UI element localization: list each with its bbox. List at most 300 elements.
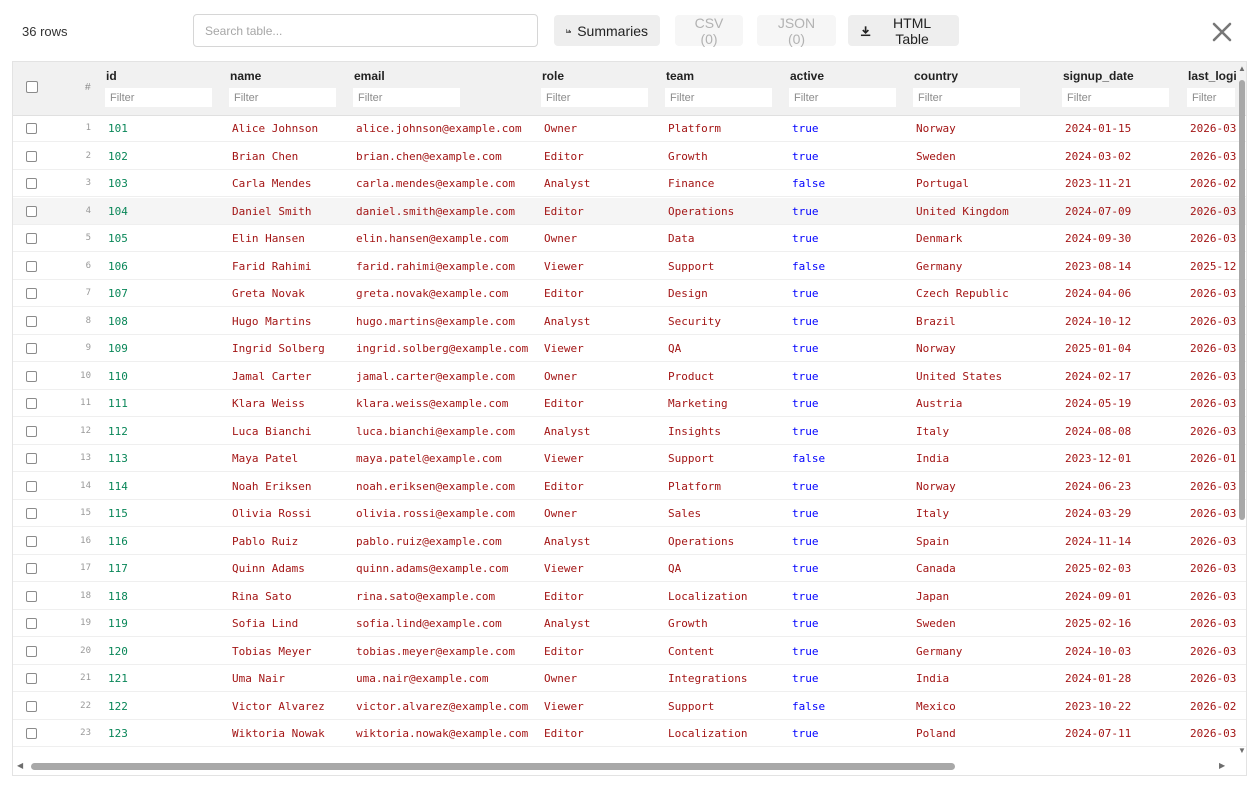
table-body	[13, 115, 1247, 759]
column-header-signup_date[interactable]: signup_date	[1063, 69, 1134, 83]
cell-team: Product	[668, 369, 715, 383]
row-number: 23	[80, 728, 91, 738]
filter-input-active[interactable]	[789, 88, 896, 107]
cell-signup: 2025-01-04	[1065, 342, 1132, 355]
cell-signup: 2024-01-15	[1065, 122, 1132, 135]
cell-name: Sofia Lind	[232, 617, 299, 630]
filter-input-team[interactable]	[665, 88, 772, 107]
cell-active: true	[792, 562, 819, 575]
cell-name: Maya Patel	[232, 452, 299, 465]
cell-name: Greta Novak	[232, 287, 305, 300]
cell-email: uma.nair@example.com	[356, 672, 489, 685]
cell-last: 2026-03	[1190, 287, 1237, 300]
cell-role: Analyst	[544, 314, 591, 328]
cell-active: true	[792, 149, 819, 163]
row-number: 11	[80, 398, 91, 408]
toolbar	[0, 0, 1259, 62]
cell-role: Viewer	[544, 342, 584, 355]
cell-country: Poland	[916, 727, 956, 740]
cell-role: Viewer	[544, 259, 584, 273]
cell-id: 112	[108, 424, 128, 438]
cell-active: true	[792, 287, 819, 300]
table-row[interactable]	[13, 583, 1247, 610]
cell-email: noah.eriksen@example.com	[356, 479, 515, 493]
column-header-email[interactable]: email	[354, 69, 385, 83]
cell-email: elin.hansen@example.com	[356, 232, 509, 245]
cell-last: 2026-03	[1190, 589, 1237, 603]
cell-name: Tobias Meyer	[232, 644, 312, 658]
column-header-name[interactable]: name	[230, 69, 262, 83]
cell-team: Operations	[668, 204, 735, 218]
cell-name: Ingrid Solberg	[232, 342, 325, 355]
cell-team: Platform	[668, 479, 721, 493]
csv-export-button[interactable]	[675, 15, 743, 46]
cell-email: greta.novak@example.com	[356, 287, 509, 300]
filter-input-id[interactable]	[105, 88, 212, 107]
filter-input-name[interactable]	[229, 88, 336, 107]
row-checkbox[interactable]	[26, 618, 37, 629]
table-row[interactable]	[13, 390, 1247, 417]
row-checkbox[interactable]	[26, 481, 37, 492]
cell-role: Analyst	[544, 617, 591, 630]
cell-last: 2026-03	[1190, 149, 1237, 163]
cell-active: true	[792, 122, 819, 135]
cell-active: true	[792, 314, 819, 328]
table-row[interactable]	[13, 638, 1247, 665]
cell-role: Analyst	[544, 177, 591, 190]
cell-team: Support	[668, 452, 715, 465]
row-checkbox[interactable]	[26, 151, 37, 162]
cell-team: Growth	[668, 617, 708, 630]
cell-id: 110	[108, 369, 128, 383]
cell-active: true	[792, 397, 819, 410]
cell-last: 2026-03	[1190, 727, 1237, 740]
row-number: 14	[80, 480, 91, 491]
row-number: 4	[85, 205, 91, 216]
row-checkbox[interactable]	[26, 316, 37, 327]
table-row[interactable]	[13, 280, 1247, 307]
row-checkbox[interactable]	[26, 371, 37, 382]
table-row[interactable]	[13, 335, 1247, 362]
cell-country: India	[916, 672, 950, 685]
cell-country: Norway	[916, 342, 956, 355]
cell-team: Data	[668, 232, 695, 245]
cell-country: Denmark	[916, 232, 963, 245]
cell-email: ingrid.solberg@example.com	[356, 342, 529, 355]
cell-email: tobias.meyer@example.com	[356, 644, 515, 658]
table-row[interactable]	[13, 115, 1247, 142]
cell-name: Olivia Rossi	[232, 507, 312, 520]
cell-id: 119	[108, 617, 128, 630]
cell-id: 109	[108, 342, 128, 355]
column-header-team[interactable]: team	[666, 69, 695, 83]
cell-active: true	[792, 534, 819, 548]
table-row[interactable]	[13, 363, 1247, 390]
cell-email: rina.sato@example.com	[356, 589, 496, 603]
cell-email: hugo.martins@example.com	[356, 314, 515, 328]
table-row[interactable]	[13, 665, 1247, 692]
cell-signup: 2024-01-28	[1065, 672, 1132, 685]
cell-email: carla.mendes@example.com	[356, 177, 515, 190]
cell-signup: 2024-08-08	[1065, 424, 1132, 438]
search-input[interactable]	[193, 14, 538, 47]
column-header-active[interactable]: active	[790, 69, 825, 83]
cell-active: true	[792, 617, 819, 630]
select-all-checkbox[interactable]	[26, 81, 38, 93]
cell-signup: 2024-02-17	[1065, 369, 1132, 383]
row-checkbox[interactable]	[26, 591, 37, 602]
csv-label: CSV (0)	[694, 14, 724, 47]
table-row[interactable]	[13, 693, 1247, 720]
table-row[interactable]	[13, 418, 1247, 445]
horizontal-scroll-thumb[interactable]	[31, 763, 955, 770]
filter-input-signup_date[interactable]	[1062, 88, 1169, 107]
cell-active: false	[792, 452, 826, 465]
row-number: 9	[85, 343, 91, 353]
cell-last: 2026-03	[1190, 204, 1237, 218]
cell-id: 102	[108, 149, 128, 163]
cell-team: Support	[668, 699, 715, 713]
cell-name: Daniel Smith	[232, 204, 312, 218]
scroll-left-arrow-icon[interactable]: ◀	[17, 761, 24, 770]
cell-team: QA	[668, 342, 682, 355]
cell-active: true	[792, 204, 819, 218]
cell-active: false	[792, 699, 826, 713]
json-export-button[interactable]	[757, 15, 836, 46]
row-number: 16	[80, 535, 91, 546]
cell-team: Security	[668, 314, 721, 328]
cell-email: olivia.rossi@example.com	[356, 507, 515, 520]
table-row[interactable]	[13, 198, 1247, 225]
row-number: 12	[80, 425, 91, 436]
cell-name: Luca Bianchi	[232, 424, 312, 438]
cell-signup: 2024-09-30	[1065, 232, 1132, 245]
row-checkbox[interactable]	[26, 398, 37, 409]
cell-name: Klara Weiss	[232, 397, 305, 410]
cell-country: United Kingdom	[916, 204, 1009, 218]
close-icon[interactable]	[1208, 18, 1236, 46]
download-icon	[860, 25, 871, 37]
cell-id: 116	[108, 534, 128, 548]
cell-name: Farid Rahimi	[232, 259, 312, 273]
cell-email: luca.bianchi@example.com	[356, 424, 515, 438]
cell-team: Operations	[668, 534, 735, 548]
cell-last: 2026-02	[1190, 699, 1237, 713]
cell-name: Hugo Martins	[232, 314, 312, 328]
cell-id: 123	[108, 727, 128, 740]
cell-id: 122	[108, 699, 128, 713]
cell-role: Analyst	[544, 534, 591, 548]
summaries-button[interactable]	[554, 15, 660, 46]
cell-role: Viewer	[544, 452, 584, 465]
cell-signup: 2023-12-01	[1065, 452, 1132, 465]
cell-team: Platform	[668, 122, 721, 135]
cell-id: 101	[108, 122, 128, 135]
row-number: 19	[80, 618, 91, 628]
filter-input-email[interactable]	[353, 88, 460, 107]
cell-signup: 2023-10-22	[1065, 699, 1132, 713]
cell-id: 105	[108, 232, 128, 245]
cell-signup: 2025-02-03	[1065, 562, 1132, 575]
cell-signup: 2024-06-23	[1065, 479, 1132, 493]
cell-id: 115	[108, 507, 128, 520]
cell-country: Austria	[916, 397, 963, 410]
cell-id: 103	[108, 177, 128, 190]
cell-last: 2026-03	[1190, 617, 1237, 630]
table-row[interactable]	[13, 473, 1247, 500]
cell-id: 117	[108, 562, 128, 575]
cell-role: Editor	[544, 589, 584, 603]
cell-name: Victor Alvarez	[232, 699, 325, 713]
row-checkbox[interactable]	[26, 206, 37, 217]
table-row[interactable]	[13, 253, 1247, 280]
cell-active: true	[792, 424, 819, 438]
cell-active: false	[792, 259, 826, 273]
cell-active: true	[792, 672, 819, 685]
cell-role: Owner	[544, 507, 578, 520]
row-number: 13	[80, 453, 91, 463]
cell-role: Editor	[544, 727, 584, 740]
row-checkbox[interactable]	[26, 701, 37, 712]
cell-role: Editor	[544, 479, 584, 493]
cell-signup: 2024-10-03	[1065, 644, 1132, 658]
row-checkbox[interactable]	[26, 563, 37, 574]
html-table-label: HTML Table	[893, 14, 932, 47]
row-number: 8	[85, 315, 91, 326]
cell-signup: 2024-04-06	[1065, 287, 1132, 300]
row-checkbox[interactable]	[26, 343, 37, 354]
cell-email: wiktoria.nowak@example.com	[356, 727, 529, 740]
table-row[interactable]	[13, 500, 1247, 527]
cell-email: alice.johnson@example.com	[356, 122, 522, 135]
cell-country: Norway	[916, 122, 956, 135]
row-number: 18	[80, 590, 91, 601]
scroll-right-arrow-icon[interactable]: ▶	[1219, 761, 1226, 770]
cell-signup: 2023-11-21	[1065, 177, 1132, 190]
row-number: 10	[80, 370, 91, 381]
row-number-header: #	[85, 82, 91, 93]
row-checkbox[interactable]	[26, 673, 37, 684]
cell-name: Quinn Adams	[232, 562, 305, 575]
cell-id: 106	[108, 259, 128, 273]
cell-team: Finance	[668, 177, 715, 190]
cell-last: 2026-03	[1190, 232, 1237, 245]
vertical-scroll-thumb[interactable]	[1239, 80, 1245, 520]
cell-name: Jamal Carter	[232, 369, 312, 383]
row-number: 1	[85, 123, 91, 133]
row-checkbox[interactable]	[26, 123, 37, 134]
cell-country: Norway	[916, 479, 956, 493]
cell-active: true	[792, 727, 819, 740]
cell-country: Italy	[916, 507, 950, 520]
cell-country: Canada	[916, 562, 956, 575]
row-checkbox[interactable]	[26, 426, 37, 437]
table-row[interactable]	[13, 225, 1247, 252]
cell-team: QA	[668, 562, 682, 575]
cell-last: 2026-03	[1190, 122, 1237, 135]
cell-email: pablo.ruiz@example.com	[356, 534, 502, 548]
cell-country: Spain	[916, 534, 950, 548]
cell-team: Support	[668, 259, 715, 273]
cell-last: 2026-03	[1190, 672, 1237, 685]
cell-last: 2026-03	[1190, 507, 1237, 520]
cell-active: true	[792, 342, 819, 355]
cell-last: 2026-03	[1190, 534, 1237, 548]
cell-email: quinn.adams@example.com	[356, 562, 509, 575]
scroll-down-arrow-icon[interactable]: ▼	[1238, 746, 1246, 755]
cell-last: 2026-03	[1190, 342, 1237, 355]
row-number: 5	[85, 233, 91, 243]
cell-role: Editor	[544, 287, 584, 300]
table-row[interactable]	[13, 170, 1247, 197]
cell-country: Germany	[916, 644, 963, 658]
cell-signup: 2023-08-14	[1065, 259, 1132, 273]
bar-chart-icon	[566, 25, 571, 37]
cell-country: Portugal	[916, 177, 969, 190]
cell-role: Owner	[544, 369, 578, 383]
cell-role: Editor	[544, 397, 584, 410]
cell-role: Owner	[544, 122, 578, 135]
filter-input-role[interactable]	[541, 88, 648, 107]
cell-country: Mexico	[916, 699, 956, 713]
row-checkbox[interactable]	[26, 233, 37, 244]
cell-last: 2026-02	[1190, 177, 1237, 190]
cell-email: brian.chen@example.com	[356, 149, 502, 163]
cell-country: United States	[916, 369, 1003, 383]
row-checkbox[interactable]	[26, 536, 37, 547]
cell-id: 108	[108, 314, 128, 328]
table-row[interactable]	[13, 143, 1247, 170]
table-row[interactable]	[13, 720, 1247, 747]
row-checkbox[interactable]	[26, 178, 37, 189]
cell-name: Wiktoria Nowak	[232, 727, 325, 740]
cell-id: 104	[108, 204, 128, 218]
cell-active: true	[792, 644, 819, 658]
horizontal-scrollbar[interactable]	[13, 759, 1247, 775]
cell-last: 2026-01	[1190, 452, 1237, 465]
cell-email: victor.alvarez@example.com	[356, 699, 529, 713]
cell-signup: 2024-05-19	[1065, 397, 1132, 410]
row-number: 17	[80, 563, 91, 573]
cell-signup: 2024-07-09	[1065, 204, 1132, 218]
cell-last: 2026-03	[1190, 424, 1237, 438]
row-checkbox[interactable]	[26, 728, 37, 739]
table-row[interactable]	[13, 445, 1247, 472]
row-count: 36 rows	[22, 24, 68, 39]
cell-role: Viewer	[544, 699, 584, 713]
table-row[interactable]	[13, 308, 1247, 335]
json-label: JSON (0)	[777, 14, 816, 47]
cell-country: Brazil	[916, 314, 956, 328]
cell-id: 113	[108, 452, 128, 465]
cell-last: 2026-03	[1190, 314, 1237, 328]
cell-role: Analyst	[544, 424, 591, 438]
cell-email: maya.patel@example.com	[356, 452, 502, 465]
cell-signup: 2025-02-16	[1065, 617, 1132, 630]
cell-role: Editor	[544, 149, 584, 163]
cell-last: 2026-03	[1190, 562, 1237, 575]
cell-id: 111	[108, 397, 128, 410]
cell-role: Owner	[544, 232, 578, 245]
cell-active: true	[792, 369, 819, 383]
cell-signup: 2024-03-02	[1065, 149, 1132, 163]
cell-team: Localization	[668, 727, 748, 740]
row-number: 6	[85, 260, 91, 271]
row-checkbox[interactable]	[26, 261, 37, 272]
cell-signup: 2024-03-29	[1065, 507, 1132, 520]
row-number: 20	[80, 645, 91, 656]
row-checkbox[interactable]	[26, 453, 37, 464]
data-table	[12, 61, 1247, 776]
scroll-up-arrow-icon[interactable]: ▲	[1238, 64, 1246, 73]
cell-active: true	[792, 232, 819, 245]
cell-role: Editor	[544, 204, 584, 218]
vertical-scrollbar[interactable]	[1236, 62, 1247, 759]
row-checkbox[interactable]	[26, 646, 37, 657]
html-table-button[interactable]	[848, 15, 959, 46]
row-checkbox[interactable]	[26, 508, 37, 519]
row-checkbox[interactable]	[26, 288, 37, 299]
summaries-label: Summaries	[577, 22, 648, 39]
table-row[interactable]	[13, 555, 1247, 582]
column-header-country[interactable]: country	[914, 69, 959, 83]
cell-signup: 2024-07-11	[1065, 727, 1132, 740]
cell-signup: 2024-10-12	[1065, 314, 1132, 328]
row-number: 7	[85, 288, 91, 298]
cell-active: true	[792, 479, 819, 493]
row-number: 15	[80, 508, 91, 518]
filter-input-last_logi[interactable]	[1187, 88, 1235, 107]
row-number: 2	[85, 150, 91, 161]
cell-last: 2026-03	[1190, 369, 1237, 383]
cell-role: Owner	[544, 672, 578, 685]
cell-signup: 2024-11-14	[1065, 534, 1132, 548]
cell-last: 2026-03	[1190, 644, 1237, 658]
cell-email: klara.weiss@example.com	[356, 397, 509, 410]
row-number: 21	[80, 673, 91, 683]
cell-country: Italy	[916, 424, 950, 438]
cell-country: Germany	[916, 259, 963, 273]
cell-name: Rina Sato	[232, 589, 292, 603]
cell-name: Brian Chen	[232, 149, 299, 163]
cell-role: Viewer	[544, 562, 584, 575]
cell-country: Sweden	[916, 617, 956, 630]
cell-id: 107	[108, 287, 128, 300]
table-row[interactable]	[13, 528, 1247, 555]
cell-email: jamal.carter@example.com	[356, 369, 515, 383]
column-header-id[interactable]: id	[106, 69, 117, 83]
cell-signup: 2024-09-01	[1065, 589, 1132, 603]
row-number: 22	[80, 700, 91, 711]
cell-email: sofia.lind@example.com	[356, 617, 502, 630]
cell-team: Content	[668, 644, 715, 658]
cell-name: Noah Eriksen	[232, 479, 312, 493]
column-header-last_logi[interactable]: last_logi	[1188, 69, 1237, 83]
column-header-role[interactable]: role	[542, 69, 565, 83]
filter-input-country[interactable]	[913, 88, 1020, 107]
cell-id: 118	[108, 589, 128, 603]
cell-email: daniel.smith@example.com	[356, 204, 515, 218]
cell-name: Alice Johnson	[232, 122, 319, 135]
cell-name: Carla Mendes	[232, 177, 312, 190]
cell-team: Localization	[668, 589, 748, 603]
cell-role: Editor	[544, 644, 584, 658]
row-number: 3	[85, 178, 91, 188]
cell-team: Integrations	[668, 672, 748, 685]
cell-active: true	[792, 589, 819, 603]
table-row[interactable]	[13, 610, 1247, 637]
cell-active: false	[792, 177, 826, 190]
